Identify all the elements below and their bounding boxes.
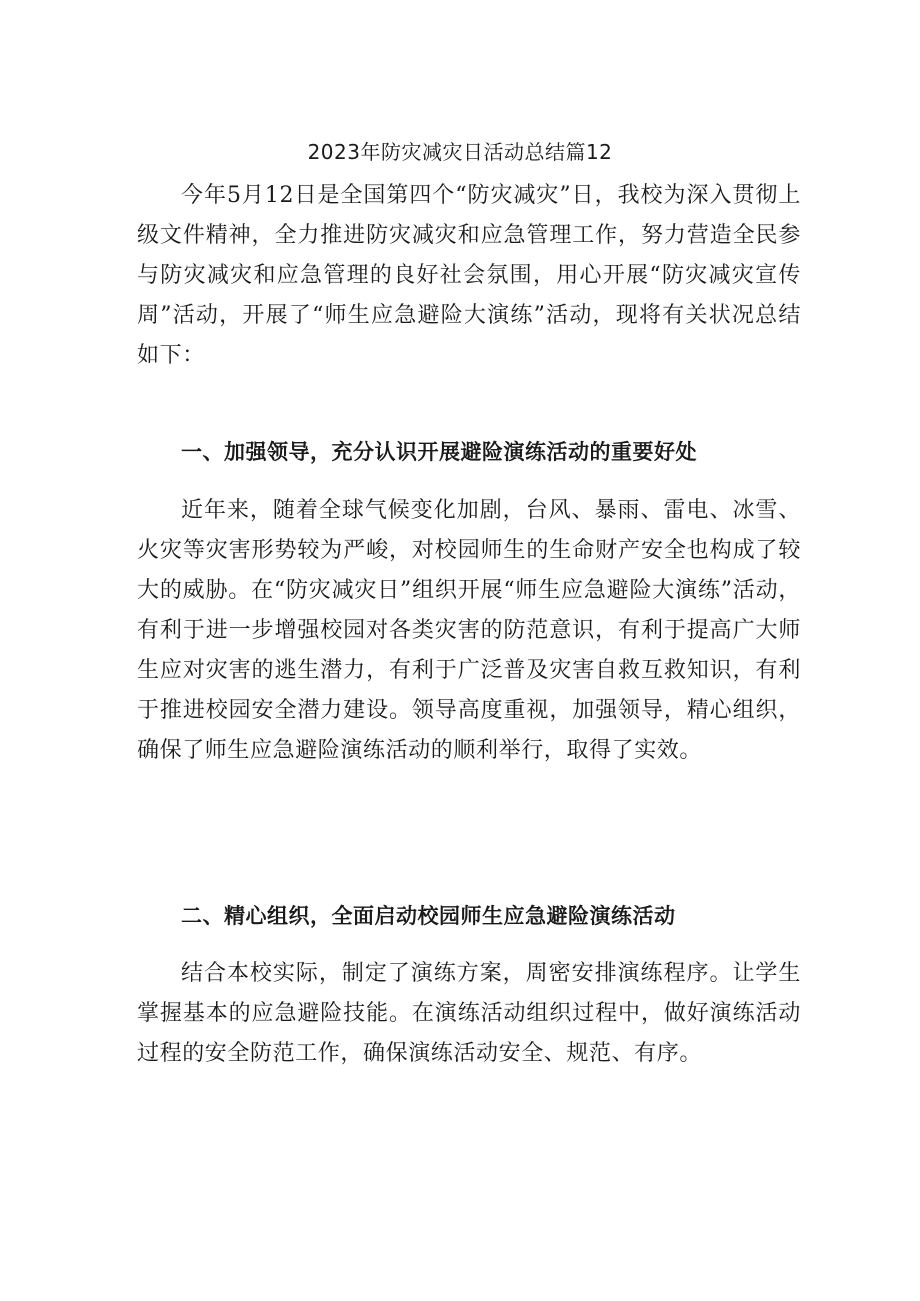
document-title: 2023年防灾减灾日活动总结篇12 — [307, 140, 613, 164]
section-2-heading: 二、精心组织，全面启动校园师生应急避险演练活动 — [181, 904, 676, 928]
section-2-body: 结合本校实际，制定了演练方案，周密安排演练程序。让学生掌握基本的应急避险技能。在演练活动组织过程中，做好演练活动过程的安全防范工作，确保演练活动安全、规范、有序。 — [137, 961, 801, 1066]
section-1-heading: 一、加强领导，充分认识开展避险演练活动的重要好处 — [181, 440, 697, 464]
intro-paragraph: 今年5月12日是全国第四个“防灾减灾”日，我校为深入贯彻上级文件精神，全力推进防灾减灾和应急管理工作，努力营造全民参与防灾减灾和应急管理的良好社会氛围，用心开展“防灾减灾宣传周”活动，开展了“师生应急避险大演练”活动，现将有关状况总结如下： — [137, 183, 801, 368]
section-1-body: 近年来，随着全球气候变化加剧，台风、暴雨、雷电、冰雪、火灾等灾害形势较为严峻，对校园师生的生命财产安全也构成了较大的威胁。在“防灾减灾日”组织开展“师生应急避险大演练”活动，有利于进一步增强校园对各类灾害的防范意识，有利于提高广大师生应对灾害的逃生潜力，有利于广泛普及灾害自救互救知识，有利于推进校园安全潜力建设。领导高度重视，加强领导，精心组织，确保了师生应急避险演练活动的顺利举行，取得了实效。 — [137, 498, 801, 763]
